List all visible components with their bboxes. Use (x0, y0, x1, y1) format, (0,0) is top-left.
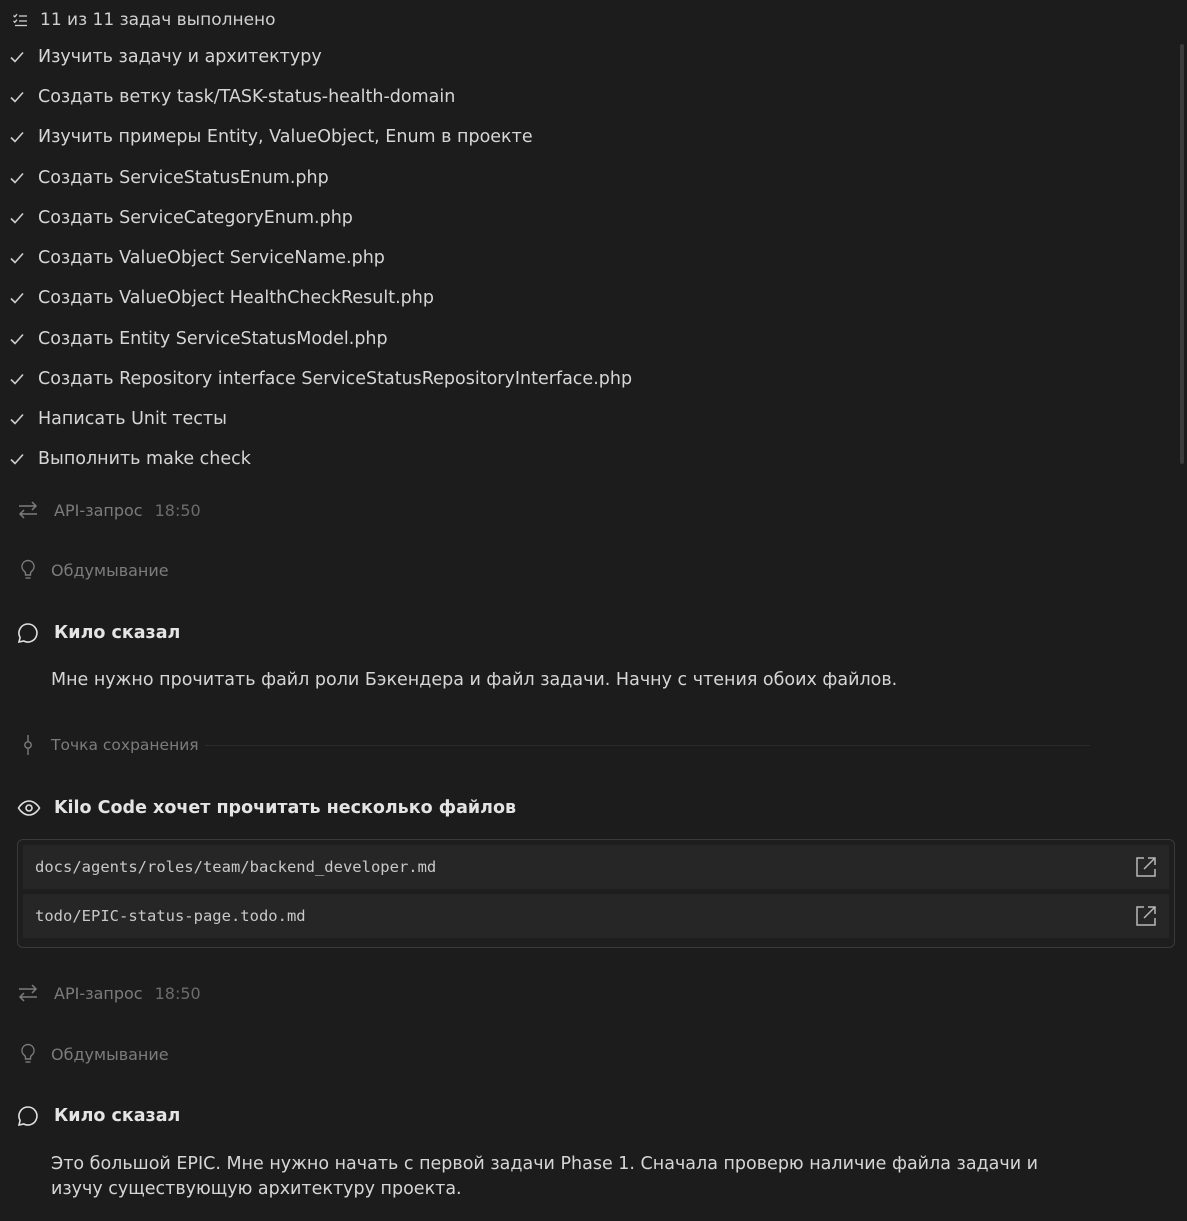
check-icon (10, 91, 24, 103)
lightbulb-icon (19, 559, 37, 581)
lightbulb-icon (19, 1043, 37, 1065)
todo-item (10, 85, 455, 109)
todo-item-label: Создать ServiceCategoryEnum.php (38, 208, 353, 228)
file-list (17, 839, 1175, 948)
chat-bubble-icon (17, 622, 39, 644)
assistant-message-title: Кило сказал (54, 623, 181, 643)
todo-item (10, 246, 385, 270)
api-request-time: 18:50 (154, 983, 201, 1003)
assistant-message-title: Кило сказал (54, 1106, 181, 1126)
assistant-message-header (17, 1103, 180, 1129)
todo-item-label: Выполнить make check (38, 449, 251, 469)
thinking-row[interactable] (19, 1042, 169, 1066)
open-external-icon[interactable] (1135, 856, 1157, 878)
todo-summary-label: 11 из 11 задач выполнено (40, 10, 276, 30)
todo-item (10, 327, 388, 351)
check-icon (10, 413, 24, 425)
api-request-time: 18:50 (154, 500, 201, 520)
todo-item (10, 286, 434, 310)
todo-item-label: Создать ValueObject ServiceName.php (38, 248, 385, 268)
todo-item-label: Изучить задачу и архитектуру (38, 47, 322, 67)
todo-item-label: Создать ServiceStatusEnum.php (38, 168, 329, 188)
todo-summary[interactable] (12, 8, 276, 32)
check-icon (10, 51, 24, 63)
checkpoint-divider (205, 745, 1090, 746)
check-icon (10, 333, 24, 345)
assistant-message-header (17, 620, 180, 646)
open-external-icon[interactable] (1135, 905, 1157, 927)
todo-item-label: Изучить примеры Entity, ValueObject, Enum в проекте (38, 127, 533, 147)
check-icon (10, 252, 24, 264)
api-request-label: API-запрос (54, 983, 143, 1003)
check-icon (10, 212, 24, 224)
check-icon (10, 292, 24, 304)
checkpoint-row[interactable] (21, 733, 199, 757)
todo-item-label: Создать Repository interface ServiceStatusRepositoryInterface.php (38, 369, 633, 389)
api-request-row[interactable] (17, 981, 201, 1005)
check-icon (10, 373, 24, 385)
swap-arrows-icon (17, 500, 39, 520)
todo-item (10, 407, 227, 431)
todo-item-label: Создать ValueObject HealthCheckResult.php (38, 288, 434, 308)
assistant-message-text: Это большой EPIC. Мне нужно начать с первой задачи Phase 1. Сначала проверю наличие файла задачи и изучу существующую архитектуру проекта. (51, 1154, 1039, 1199)
read-files-header (17, 795, 516, 821)
eye-icon (17, 799, 41, 817)
scrollbar-thumb[interactable] (1180, 44, 1184, 464)
file-row[interactable] (23, 894, 1169, 938)
assistant-message-text: Мне нужно прочитать файл роли Бэкендера и файл задачи. Начну с чтения обоих файлов. (51, 670, 898, 690)
check-icon (10, 172, 24, 184)
read-files-title: Kilo Code хочет прочитать несколько файлов (54, 798, 517, 818)
file-path: docs/agents/roles/team/backend_developer.md (35, 858, 437, 876)
check-icon (10, 131, 24, 143)
thinking-row[interactable] (19, 558, 169, 582)
checkpoint-label: Точка сохранения (51, 736, 199, 754)
checklist-icon (12, 12, 28, 28)
todo-item-label: Создать Entity ServiceStatusModel.php (38, 329, 388, 349)
file-row[interactable] (23, 845, 1169, 889)
thinking-label: Обдумывание (51, 1044, 169, 1064)
chat-bubble-icon (17, 1105, 39, 1127)
todo-item-label: Создать ветку task/TASK-status-health-domain (38, 87, 456, 107)
todo-item (10, 45, 322, 69)
todo-item-label: Написать Unit тесты (38, 409, 227, 429)
todo-item (10, 166, 329, 190)
swap-arrows-icon (17, 983, 39, 1003)
todo-item (10, 206, 353, 230)
check-icon (10, 453, 24, 465)
api-request-label: API-запрос (54, 500, 143, 520)
api-request-row[interactable] (17, 498, 201, 522)
todo-item (10, 447, 251, 471)
todo-item (10, 367, 632, 391)
file-path: todo/EPIC-status-page.todo.md (35, 907, 306, 925)
todo-item (10, 125, 533, 149)
git-commit-icon (21, 734, 35, 756)
thinking-label: Обдумывание (51, 560, 169, 580)
